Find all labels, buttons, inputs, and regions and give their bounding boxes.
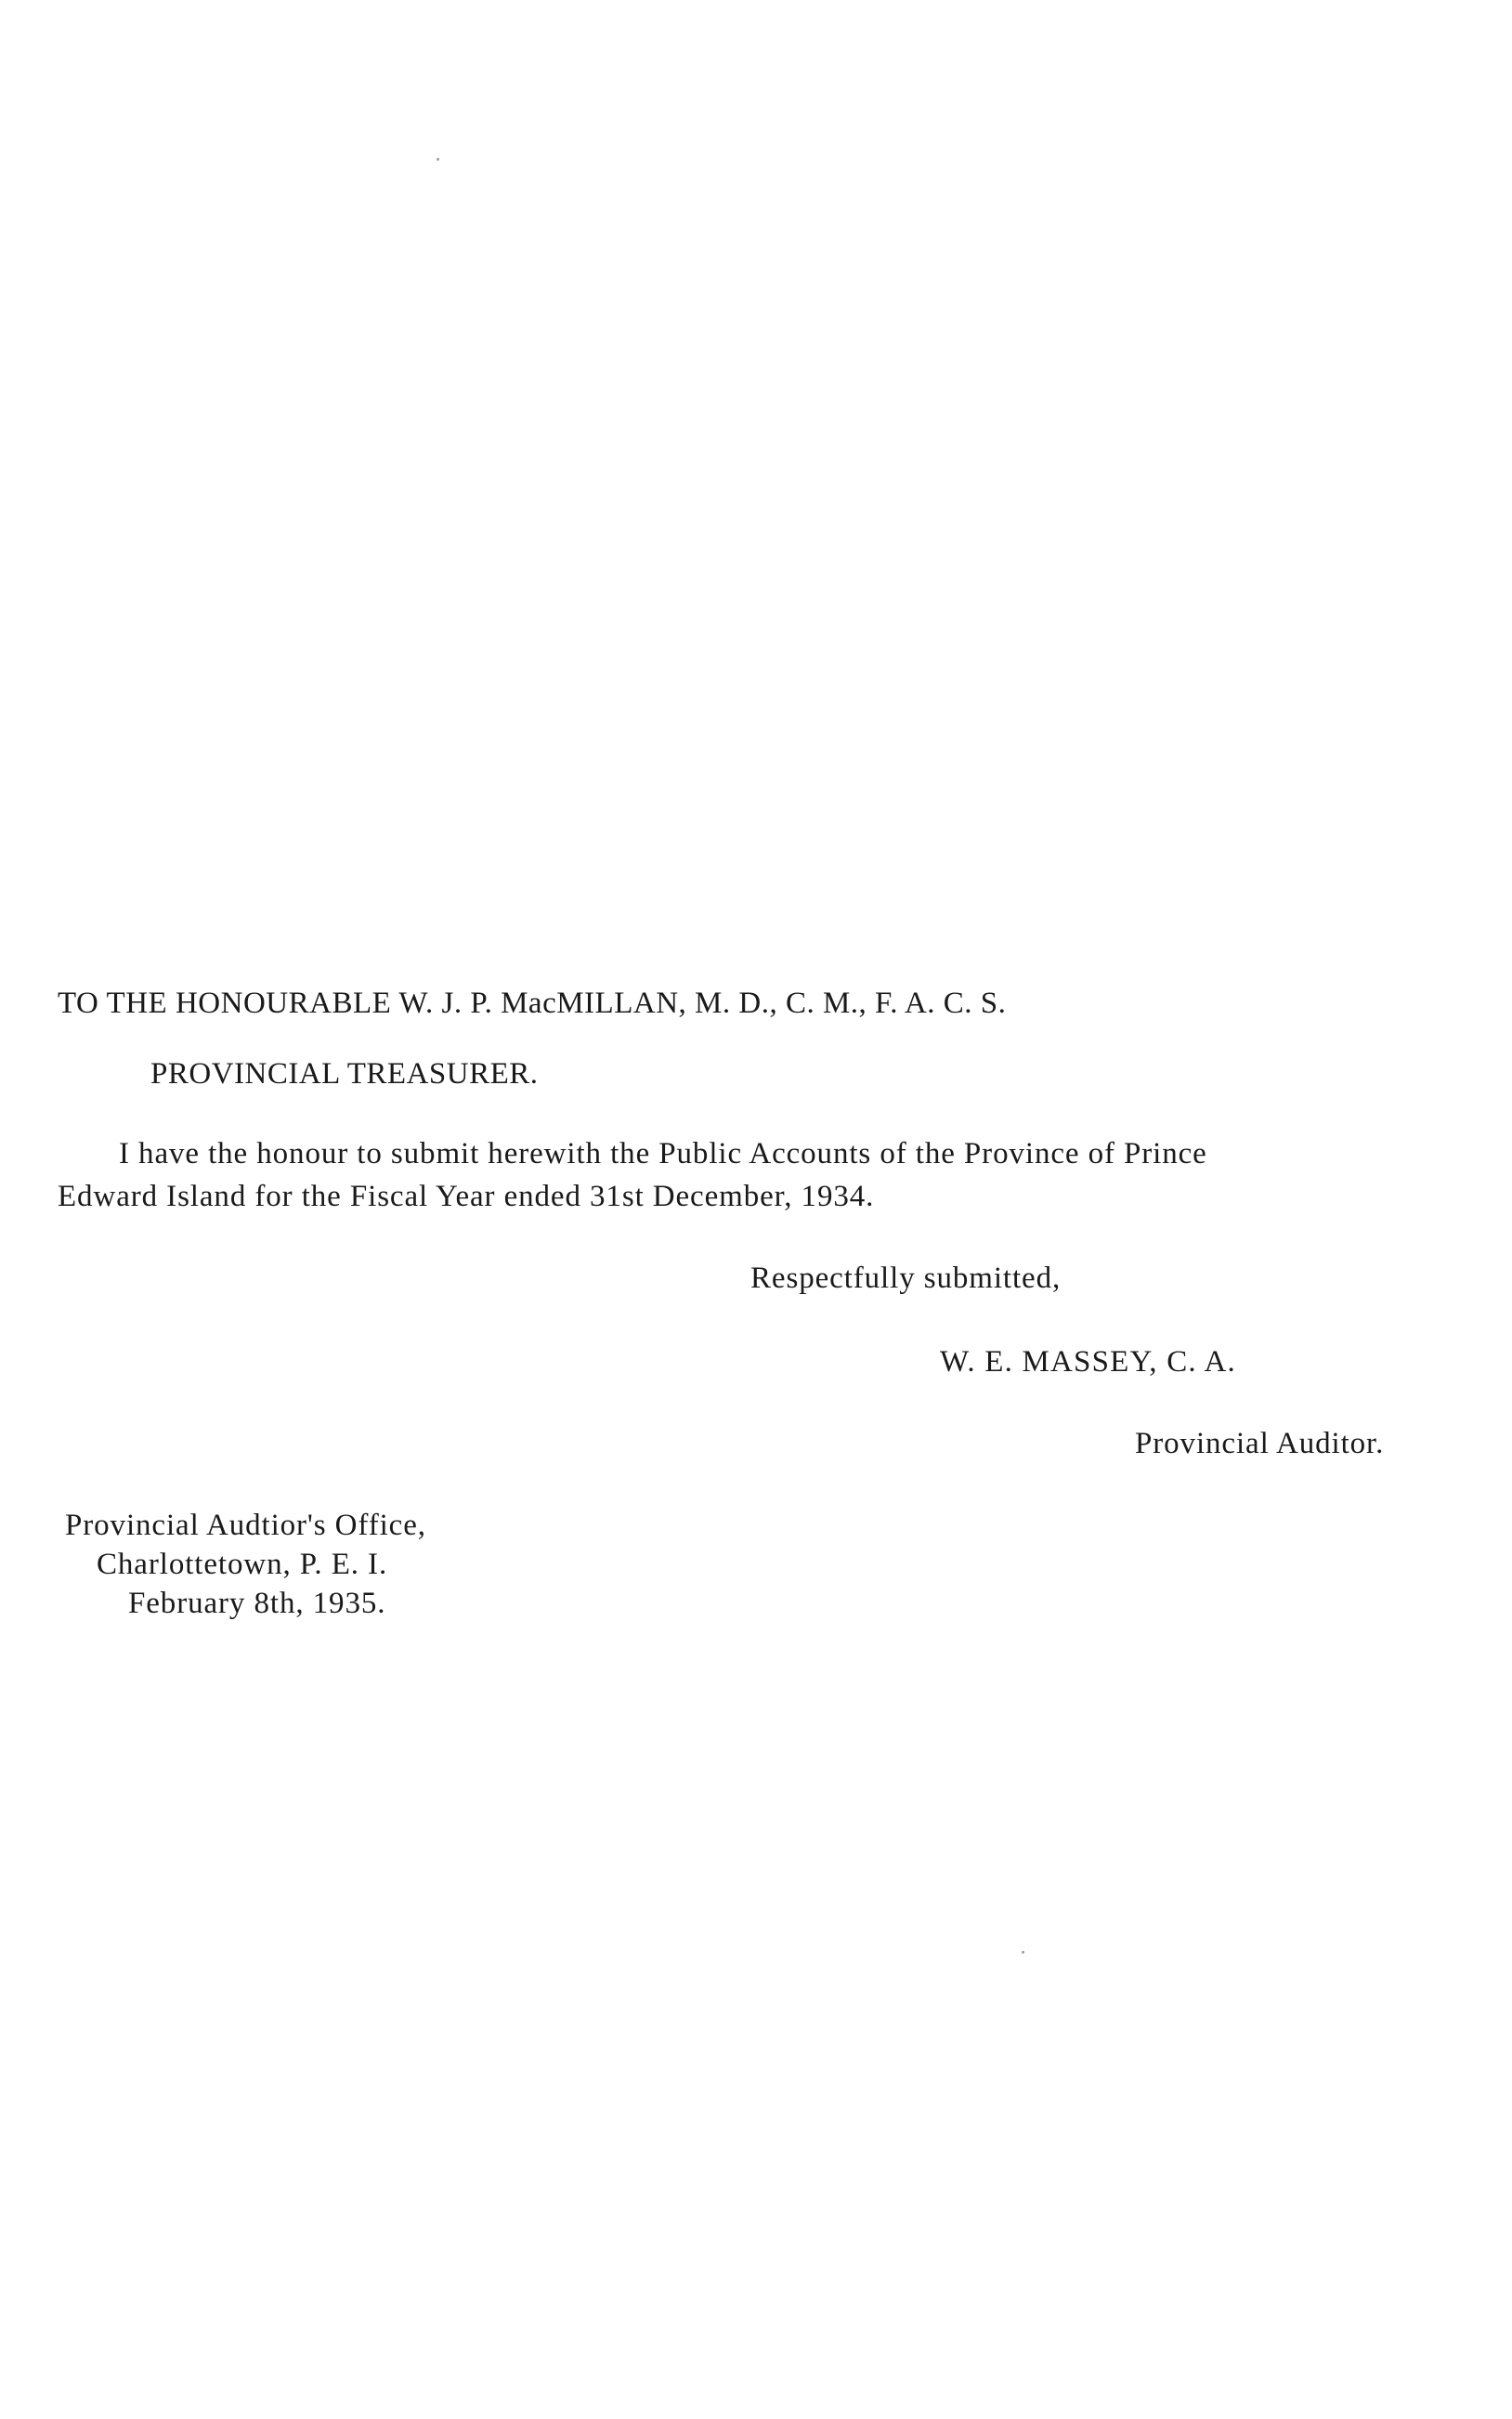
letter-body-line-2: Edward Island for the Fiscal Year ended 31st December, 1934. [58,1180,875,1213]
addressee-title: PROVINCIAL TREASURER. [150,1057,539,1091]
city-address-line: Charlottetown, P. E. I. [97,1548,388,1581]
letter-body-line-1: I have the honour to submit herewith the Public Accounts of the Province of Prince [119,1137,1207,1170]
letter-addressee: TO THE HONOURABLE W. J. P. MacMILLAN, M. D., C. M., F. A. C. S. [58,987,1007,1020]
letter-closing: Respectfully submitted, [750,1262,1062,1295]
paper-speck [1022,1951,1024,1954]
letter-date: February 8th, 1935. [128,1587,386,1620]
paper-speck [437,158,439,161]
office-address-line: Provincial Audtior's Office, [65,1509,426,1542]
signer-title: Provincial Auditor. [1135,1427,1385,1460]
signer-name: W. E. MASSEY, C. A. [940,1345,1236,1379]
